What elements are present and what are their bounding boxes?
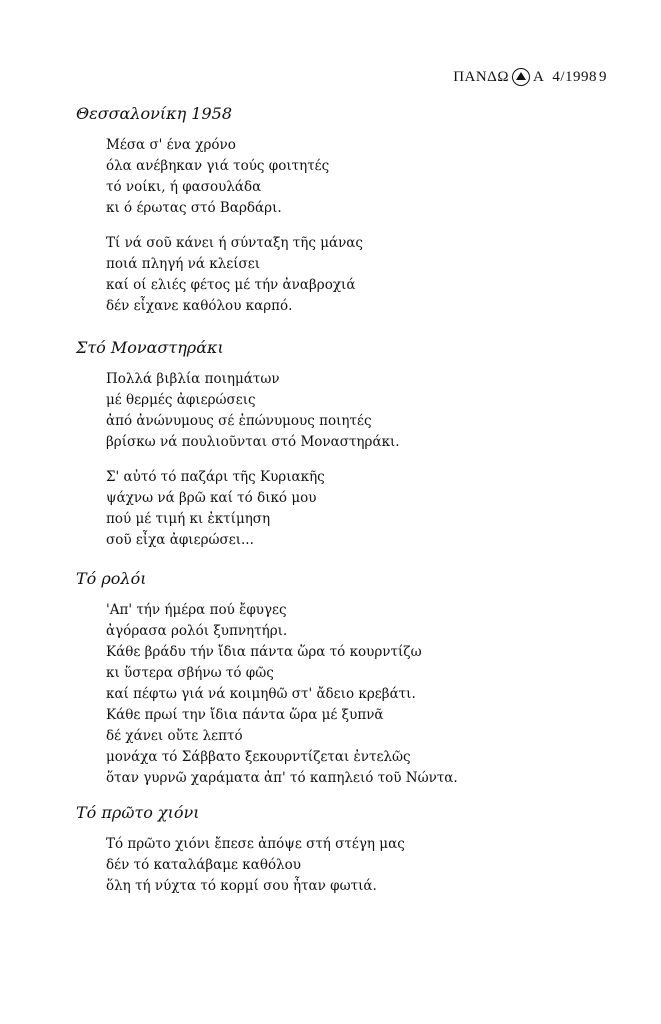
verse-line: μέ θερμές ἀφιερώσεις <box>106 392 256 408</box>
poem-roloi <box>76 569 458 803</box>
verse-line: ὅταν γυρνῶ χαράματα ἀπ' τό καπηλειό τοῦ Νώντα. <box>106 770 458 786</box>
page-number: 9 <box>599 68 607 85</box>
poem-title: Τό πρῶτο χιόνι <box>76 803 200 822</box>
stanza <box>106 233 363 317</box>
verse-line: Μέσα σ' ένα χρόνο <box>106 137 236 153</box>
verse-line: πού μέ τιμή κι ἐκτίμηση <box>106 511 271 527</box>
circle-triangle-logo-icon <box>512 68 530 86</box>
poem-monastiraki <box>76 338 400 565</box>
verse-line: ψάχνω νά βρῶ καί τό δικό μου <box>106 490 317 506</box>
verse-line: Τό πρῶτο χιόνι ἔπεσε ἀπόψε στή στέγη μας <box>106 836 405 852</box>
verse-line: ὅλη τή νύχτα τό κορμί σου ἦταν φωτιά. <box>106 878 377 894</box>
stanza <box>106 834 405 897</box>
poem-proto-xioni <box>76 803 405 911</box>
verse-line: Κάθε βράδυ τήν ἴδια πάντα ὥρα τό κουρντίζω <box>106 644 422 660</box>
verse-line: κι ό έρωτας στό Βαρδάρι. <box>106 200 282 216</box>
verse-line: ἀγόρασα ρολόι ξυπνητήρι. <box>106 623 288 639</box>
verse-line: Κάθε πρωί την ἴδια πάντα ὥρα μέ ξυπνᾶ <box>106 707 384 723</box>
verse-line: δέν εἶχανε καθόλου καρπό. <box>106 298 293 314</box>
poem-title: Τό ρολόι <box>76 569 147 588</box>
poem-thessaloniki <box>76 104 363 331</box>
verse-line: δέ χάνει οὔτε λεπτό <box>106 728 243 744</box>
verse-line: όλα ανέβηκαν γιά τούς φοιτητές <box>106 158 330 174</box>
verse-line: δέν τό καταλάβαμε καθόλου <box>106 857 301 873</box>
verse-line: κι ὕστερα σβήνω τό φῶς <box>106 665 274 681</box>
verse-line: καί πέφτω γιά νά κοιμηθῶ στ' ἄδειο κρεβάτι. <box>106 686 416 702</box>
magazine-name-right: Α <box>532 68 545 85</box>
poem-title: Θεσσαλονίκη 1958 <box>76 104 233 123</box>
running-header <box>453 68 607 86</box>
verse-line: Σ' αὐτό τό παζάρι τῆς Κυριακῆς <box>106 469 325 485</box>
verse-line: Πολλά βιβλία ποιημάτων <box>106 371 280 387</box>
verse-line: σοῦ εἶχα ἀφιερώσει... <box>106 532 254 548</box>
verse-line: ποιά πληγή νά κλείσει <box>106 256 261 272</box>
verse-line: 'Απ' τήν ήμέρα πού ἔφυγες <box>106 602 287 618</box>
stanza <box>106 135 363 219</box>
verse-line: βρίσκω νά πουλιοῦνται στό Μοναστηράκι. <box>106 434 400 450</box>
poem-title: Στό Μοναστηράκι <box>76 338 224 357</box>
verse-line: καί οί ελιές φέτος μέ τήν ἀναβροχιά <box>106 277 356 293</box>
verse-line: τό νοίκι, ή φασουλάδα <box>106 179 262 195</box>
issue-number: 4/1998 <box>552 68 597 85</box>
magazine-name-left: ΠΑΝΔΩ <box>453 68 509 85</box>
stanza <box>106 467 400 551</box>
stanza <box>106 369 400 453</box>
verse-line: ἀπό ἀνώνυμους σέ ἐπώνυμους ποιητές <box>106 413 372 429</box>
stanza <box>106 600 458 789</box>
verse-line: Τί νά σοῦ κάνει ή σύνταξη τῆς μάνας <box>106 235 363 251</box>
verse-line: μονάχα τό Σάββατο ξεκουρντίζεται ἐντελῶς <box>106 749 411 765</box>
